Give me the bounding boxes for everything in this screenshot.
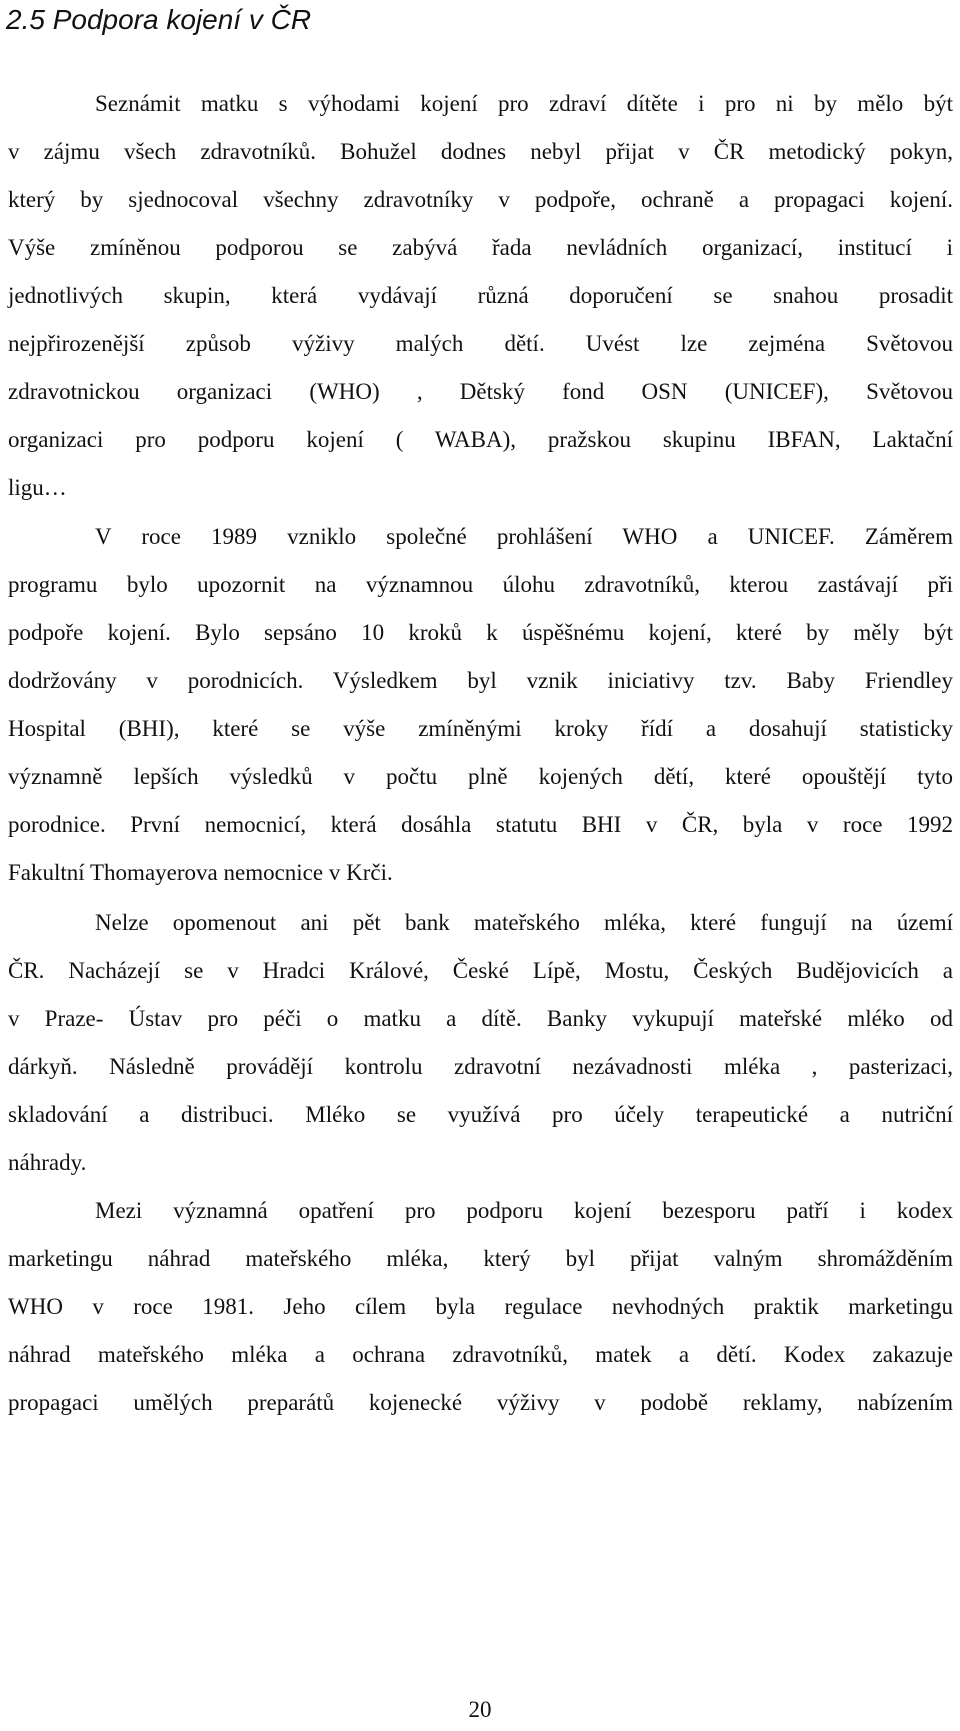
text-line: dodržovány v porodnicích. Výsledkem byl vznik iniciativy tzv. Baby Friendley [8, 668, 953, 693]
section-heading: 2.5 Podpora kojení v ČR [6, 4, 312, 35]
text-line: programu bylo upozornit na významnou úlohu zdravotníků, kterou zastávají při [8, 572, 953, 597]
text-line: Hospital (BHI), které se výše zmíněnými kroky řídí a dosahují statisticky [8, 716, 953, 741]
text-line: skladování a distribuci. Mléko se využívá pro účely terapeutické a nutriční [8, 1102, 953, 1127]
paragraph [8, 80, 953, 512]
text-line: ligu… [8, 475, 67, 500]
text-line: náhrad mateřského mléka a ochrana zdravotníků, matek a dětí. Kodex zakazuje [8, 1342, 953, 1367]
text-line: který by sjednocoval všechny zdravotníky v podpoře, ochraně a propagaci kojení. [8, 187, 953, 212]
text-line: Fakultní Thomayerova nemocnice v Krči. [8, 860, 393, 885]
paragraph [8, 513, 953, 897]
text-line: marketingu náhrad mateřského mléka, který byl přijat valným shromážděním [8, 1246, 953, 1271]
text-line: Seznámit matku s výhodami kojení pro zdraví dítěte i pro ni by mělo být [95, 91, 953, 116]
text-line: porodnice. První nemocnicí, která dosáhla statutu BHI v ČR, byla v roce 1992 [8, 812, 953, 837]
paragraph [8, 1187, 953, 1427]
text-line: podpoře kojení. Bylo sepsáno 10 kroků k úspěšnému kojení, které by měly být [8, 620, 953, 645]
text-line: ČR. Nacházejí se v Hradci Králové, České Lípě, Mostu, Českých Budějovicích a [8, 958, 953, 983]
text-line: významně lepších výsledků v počtu plně kojených dětí, které opouštějí tyto [8, 764, 953, 789]
text-line: náhrady. [8, 1150, 87, 1175]
text-line: Mezi významná opatření pro podporu kojení bezesporu patří i kodex [95, 1198, 953, 1223]
text-line: Výše zmíněnou podporou se zabývá řada nevládních organizací, institucí i [8, 235, 953, 260]
paragraph [8, 899, 953, 1187]
text-line: nejpřirozenější způsob výživy malých dětí. Uvést lze zejména Světovou [8, 331, 953, 356]
text-line: Nelze opomenout ani pět bank mateřského mléka, které fungují na území [95, 910, 953, 935]
text-line: WHO v roce 1981. Jeho cílem byla regulace nevhodných praktik marketingu [8, 1294, 953, 1319]
page-number: 20 [468, 1697, 492, 1722]
text-line: V roce 1989 vzniklo společné prohlášení WHO a UNICEF. Záměrem [95, 524, 953, 549]
text-line: dárkyň. Následně provádějí kontrolu zdravotní nezávadnosti mléka , pasterizaci, [8, 1054, 953, 1079]
text-line: v zájmu všech zdravotníků. Bohužel dodnes nebyl přijat v ČR metodický pokyn, [8, 139, 953, 164]
text-line: zdravotnickou organizaci (WHO) , Dětský fond OSN (UNICEF), Světovou [8, 379, 953, 404]
text-line: v Praze- Ústav pro péči o matku a dítě. Banky vykupují mateřské mléko od [8, 1006, 953, 1031]
text-line: organizaci pro podporu kojení ( WABA), pražskou skupinu IBFAN, Laktační [8, 427, 953, 452]
text-line: propagaci umělých preparátů kojenecké výživy v podobě reklamy, nabízením [8, 1390, 953, 1415]
text-line: jednotlivých skupin, která vydávají různá doporučení se snahou prosadit [8, 283, 953, 308]
